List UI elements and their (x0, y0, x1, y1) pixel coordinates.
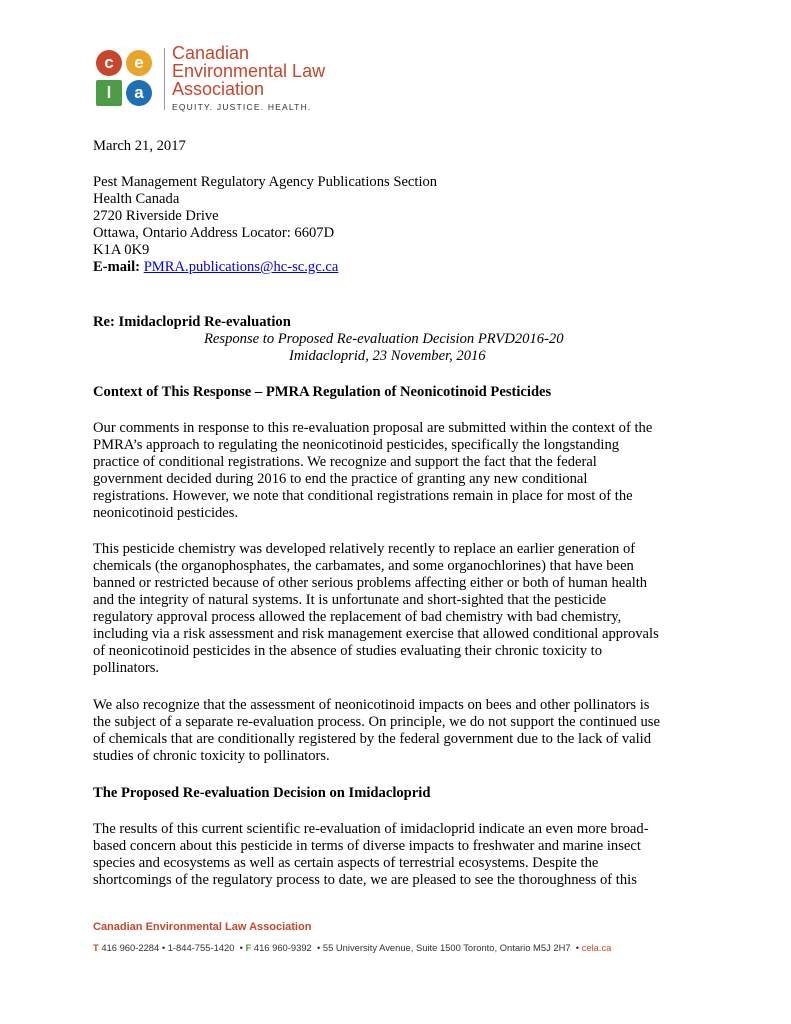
para-line: This pesticide chemistry was developed relatively recently to replace an earlier generation of (93, 541, 636, 557)
logo-name-line: Environmental Law (172, 61, 326, 81)
logo-tagline: EQUITY. JUSTICE. HEALTH. (172, 102, 312, 112)
logo-divider (164, 48, 165, 110)
logo-l-icon: l (96, 80, 122, 106)
footer-fax: 416 960-9392 (253, 942, 312, 953)
para-line: pollinators. (93, 660, 160, 676)
para-line: regulatory approval process allowed the replacement of bad chemistry with bad chemistry, (93, 609, 622, 625)
logo-c-icon: c (96, 50, 122, 76)
address-line: 2720 Riverside Drive (93, 208, 219, 224)
footer-org-name: Canadian Environmental Law Association (93, 921, 312, 933)
address-line: Pest Management Regulatory Agency Publications Section (93, 174, 438, 190)
para-line: shortcomings of the regulatory process to date, we are pleased to see the thoroughness of this (93, 872, 637, 888)
para-line: practice of conditional registrations. We recognize and support the fact that the federal (93, 454, 597, 470)
logo-name-line: Association (172, 79, 265, 99)
para-line: PMRA’s approach to regulating the neonicotinoid pesticides, specifically the longstanding (93, 437, 620, 453)
para-line: registrations. However, we note that conditional registrations remain in place for most of the (93, 488, 633, 504)
para-line: Our comments in response to this re-evaluation proposal are submitted within the context of the (93, 420, 653, 436)
para-line: based concern about this pesticide in terms of diverse impacts to freshwater and marine insect (93, 838, 641, 854)
logo-icons (92, 44, 154, 106)
email-line (93, 259, 338, 276)
logo-e-icon: e (126, 50, 152, 76)
para-line: the subject of a separate re-evaluation process. On principle, we do not support the continued use (93, 714, 660, 730)
address-line: Health Canada (93, 191, 180, 207)
section-heading: The Proposed Re-evaluation Decision on Imidacloprid (93, 785, 431, 801)
logo-name (172, 44, 325, 98)
letter-date: March 21, 2017 (93, 138, 186, 154)
para-line: of chemicals that are conditionally registered by the federal government due to the lack of valid (93, 731, 651, 747)
re-title: Re: Imidacloprid Re-evaluation (93, 314, 291, 330)
email-label: E-mail: (93, 259, 141, 275)
footer-address: 55 University Avenue, Suite 1500 Toronto, Ontario M5J 2H7 (322, 942, 571, 953)
section-heading: Context of This Response – PMRA Regulation of Neonicotinoid Pesticides (93, 384, 552, 400)
para-line: of neonicotinoid pesticides in the absence of studies evaluating their chronic toxicity to (93, 643, 603, 659)
footer-contact: T 416 960-2284 • 1-844-755-1420 • F 416 960-9392 • 55 University Avenue, Suite 1500 Toronto, Ontario M5J 2H7 • cela.ca (93, 942, 612, 953)
logo-a-icon: a (126, 80, 152, 106)
re-subtitle-line: Response to Proposed Re-evaluation Decision PRVD2016-20 (204, 331, 564, 347)
para-line: and the integrity of natural systems. It is unfortunate and short-sighted that the pesticide (93, 592, 607, 608)
footer-phone: 416 960-2284 • 1-844-755-1420 (101, 942, 235, 953)
re-subtitle-line: Imidacloprid, 23 November, 2016 (289, 348, 486, 364)
para-line: banned or restricted because of other serious problems affecting either or both of human health (93, 575, 648, 591)
footer-phone-label: T (93, 942, 99, 953)
email-link[interactable]: PMRA.publications@hc-sc.gc.ca (143, 259, 339, 275)
para-line: We also recognize that the assessment of neonicotinoid impacts on bees and other pollinators is (93, 697, 650, 713)
para-line: chemicals (the organophosphates, the carbamates, and some organochlorines) that have been (93, 558, 634, 574)
address-line: Ottawa, Ontario Address Locator: 6607D (93, 225, 335, 241)
footer-fax-label: F (245, 942, 252, 953)
logo-name-line: Canadian (172, 43, 250, 63)
para-line: including via a risk assessment and risk management exercise that allowed conditional approvals (93, 626, 659, 642)
para-line: The results of this current scientific re-evaluation of imidacloprid indicate an even more broad- (93, 821, 649, 837)
para-line: government decided during 2016 to end the practice of granting any new conditional (93, 471, 588, 487)
para-line: neonicotinoid pesticides. (93, 505, 239, 521)
address-line: K1A 0K9 (93, 242, 150, 258)
footer-web[interactable]: cela.ca (581, 942, 612, 953)
para-line: species and ecosystems as well as certain aspects of terrestrial ecosystems. Despite the (93, 855, 599, 871)
cela-logo (92, 43, 326, 116)
para-line: studies of chronic toxicity to pollinators. (93, 748, 330, 764)
